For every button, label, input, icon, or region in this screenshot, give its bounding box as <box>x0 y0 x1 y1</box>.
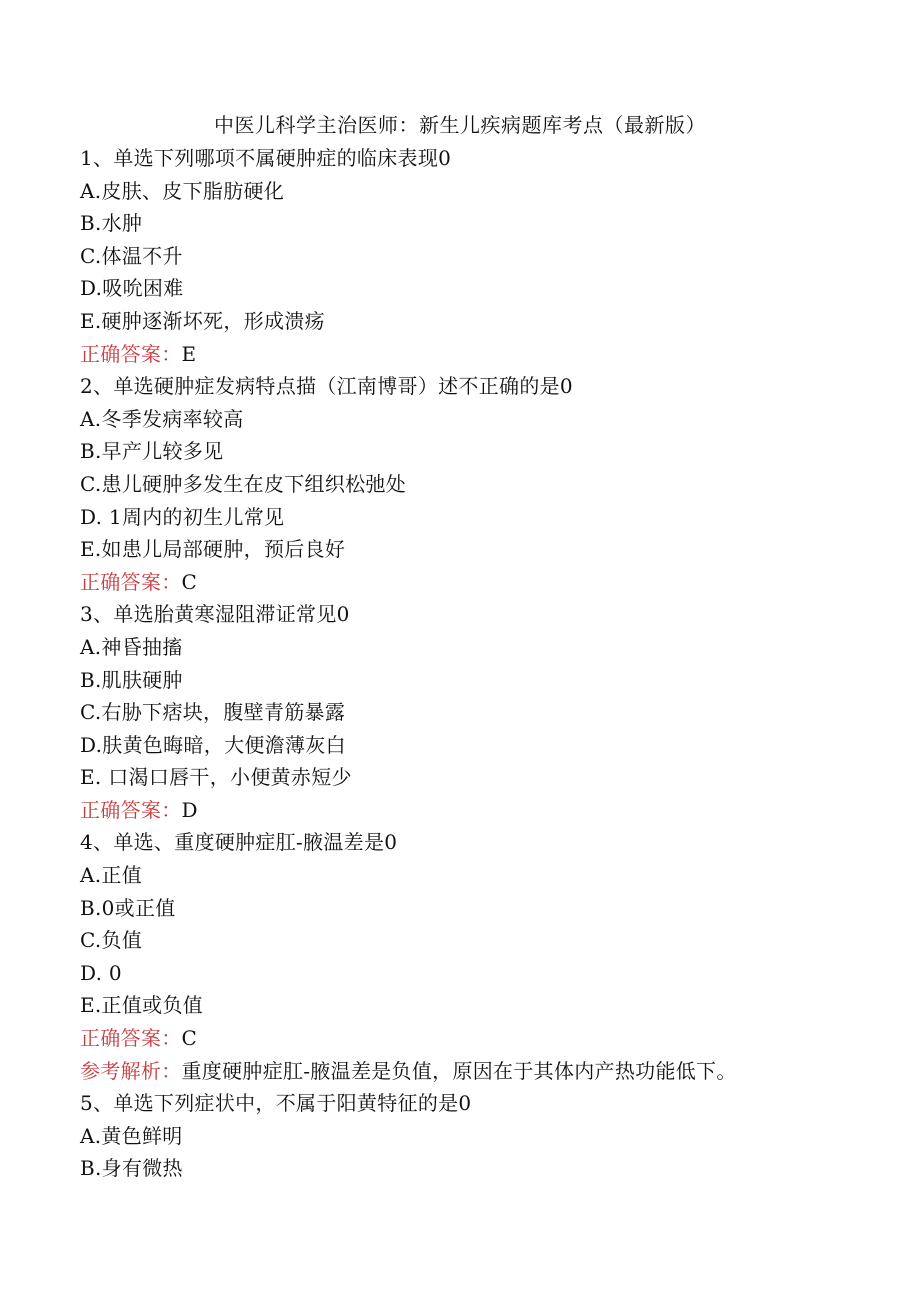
question-stem: 1、单选下列哪项不属硬肿症的临床表现0 <box>80 146 452 170</box>
option-b: B.肌肤硬肿 <box>80 667 183 692</box>
question-stem: 5、单选下列症状中，不属于阳黄特征的是0 <box>80 1091 472 1116</box>
option-d: D. 1周内的初生儿常见 <box>80 504 285 529</box>
option-a: A.正值 <box>80 863 143 888</box>
analysis-text: 重度硬肿症肛-腋温差是负值，原因在于其体内产热功能低下。 <box>181 1058 737 1083</box>
answer-value: C <box>181 569 198 594</box>
answer-value: D <box>181 797 198 822</box>
option-b: B.水肿 <box>80 211 143 236</box>
analysis-label: 参考解析： <box>80 1058 182 1083</box>
option-e: E.正值或负值 <box>80 993 204 1018</box>
option-d: D. 0 <box>80 960 122 985</box>
question-stem: 3、单选胎黄寒湿阻滞证常见0 <box>80 602 350 627</box>
option-e: E.硬肿逐渐坏死，形成溃疡 <box>80 308 325 333</box>
answer-value: E <box>181 341 197 366</box>
option-a: A.黄色鲜明 <box>80 1123 183 1148</box>
option-c: C.患儿硬肿多发生在皮下组织松弛处 <box>80 471 407 496</box>
question-list <box>80 142 860 1185</box>
answer-label: 正确答案： <box>80 341 182 366</box>
option-c: C.右胁下痞块，腹壁青筋暴露 <box>80 700 346 725</box>
answer-value: C <box>181 1026 198 1051</box>
answer-label: 正确答案： <box>80 1026 182 1051</box>
option-c: C.负值 <box>80 928 143 953</box>
option-a: A.皮肤、皮下脂肪硬化 <box>80 178 285 203</box>
answer-line <box>80 1022 860 1055</box>
option-b: B.早产儿较多见 <box>80 439 224 464</box>
option-a: A.冬季发病率较高 <box>80 406 244 431</box>
option-b: B.身有微热 <box>80 1156 183 1181</box>
option-c: C.体温不升 <box>80 243 183 268</box>
answer-label: 正确答案： <box>80 569 182 594</box>
option-b: B.0或正值 <box>80 895 176 920</box>
analysis-line <box>80 1055 860 1088</box>
answer-label: 正确答案： <box>80 797 182 822</box>
answer-line <box>80 338 860 371</box>
option-d: D.肤黄色晦暗，大便澹薄灰白 <box>80 732 346 757</box>
answer-line <box>80 794 860 827</box>
answer-line <box>80 566 860 599</box>
option-a: A.神昏抽搐 <box>80 634 183 659</box>
option-d: D.吸吮困难 <box>80 276 184 301</box>
question-stem: 4、单选、重度硬肿症肛-腋温差是0 <box>80 830 398 855</box>
option-e: E.如患儿局部硬肿，预后良好 <box>80 537 346 562</box>
option-e: E. 口渴口唇干，小便黄赤短少 <box>80 765 352 790</box>
document-title: 中医儿科学主治医师：新生儿疾病题库考点（最新版） <box>214 113 706 137</box>
question-stem: 2、单选硬肿症发病特点描（江南博哥）述不正确的是0 <box>80 374 573 399</box>
